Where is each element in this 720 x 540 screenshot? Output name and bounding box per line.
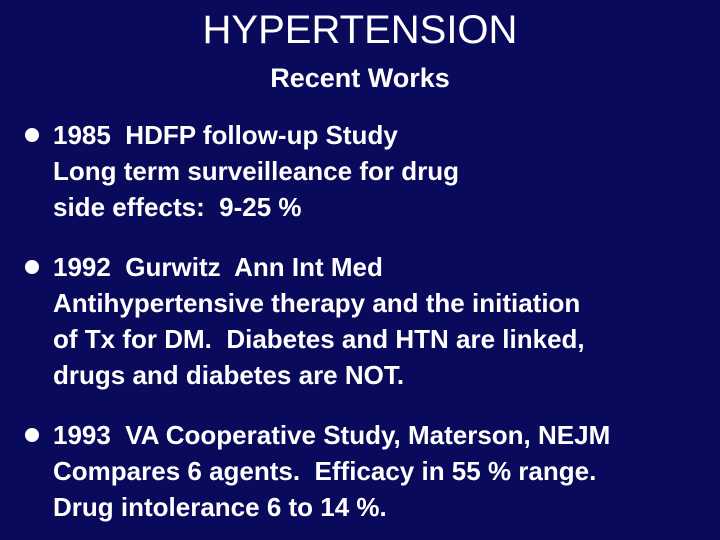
bullet-line: Compares 6 agents. Efficacy in 55 % range. xyxy=(53,456,597,486)
bullet-item-gurwitz-1992 xyxy=(20,249,710,393)
bullet-line: side effects: 9-25 % xyxy=(53,192,302,222)
slide-subtitle: Recent Works xyxy=(270,63,450,93)
bullet-line: 1992 Gurwitz Ann Int Med xyxy=(53,252,383,282)
bullet-line: 1985 HDFP follow-up Study xyxy=(53,120,398,150)
bullet-line: 1993 VA Cooperative Study, Materson, NEJM xyxy=(53,420,611,450)
slide-title: HYPERTENSION xyxy=(202,8,518,52)
bullet-dot-icon xyxy=(25,128,39,142)
bullet-line: Long term surveilleance for drug xyxy=(53,156,459,186)
bullet-dot-icon xyxy=(25,428,39,442)
bullet-line: drugs and diabetes are NOT. xyxy=(53,360,405,390)
bullet-dot-icon xyxy=(25,260,39,274)
bullet-item-hdfp-1985 xyxy=(20,117,710,225)
bullet-line: of Tx for DM. Diabetes and HTN are linked, xyxy=(53,324,585,354)
bullet-line: Antihypertensive therapy and the initiation xyxy=(53,288,581,318)
bullet-line: Drug intolerance 6 to 14 %. xyxy=(53,492,387,522)
bullet-item-va-1993 xyxy=(20,417,710,525)
